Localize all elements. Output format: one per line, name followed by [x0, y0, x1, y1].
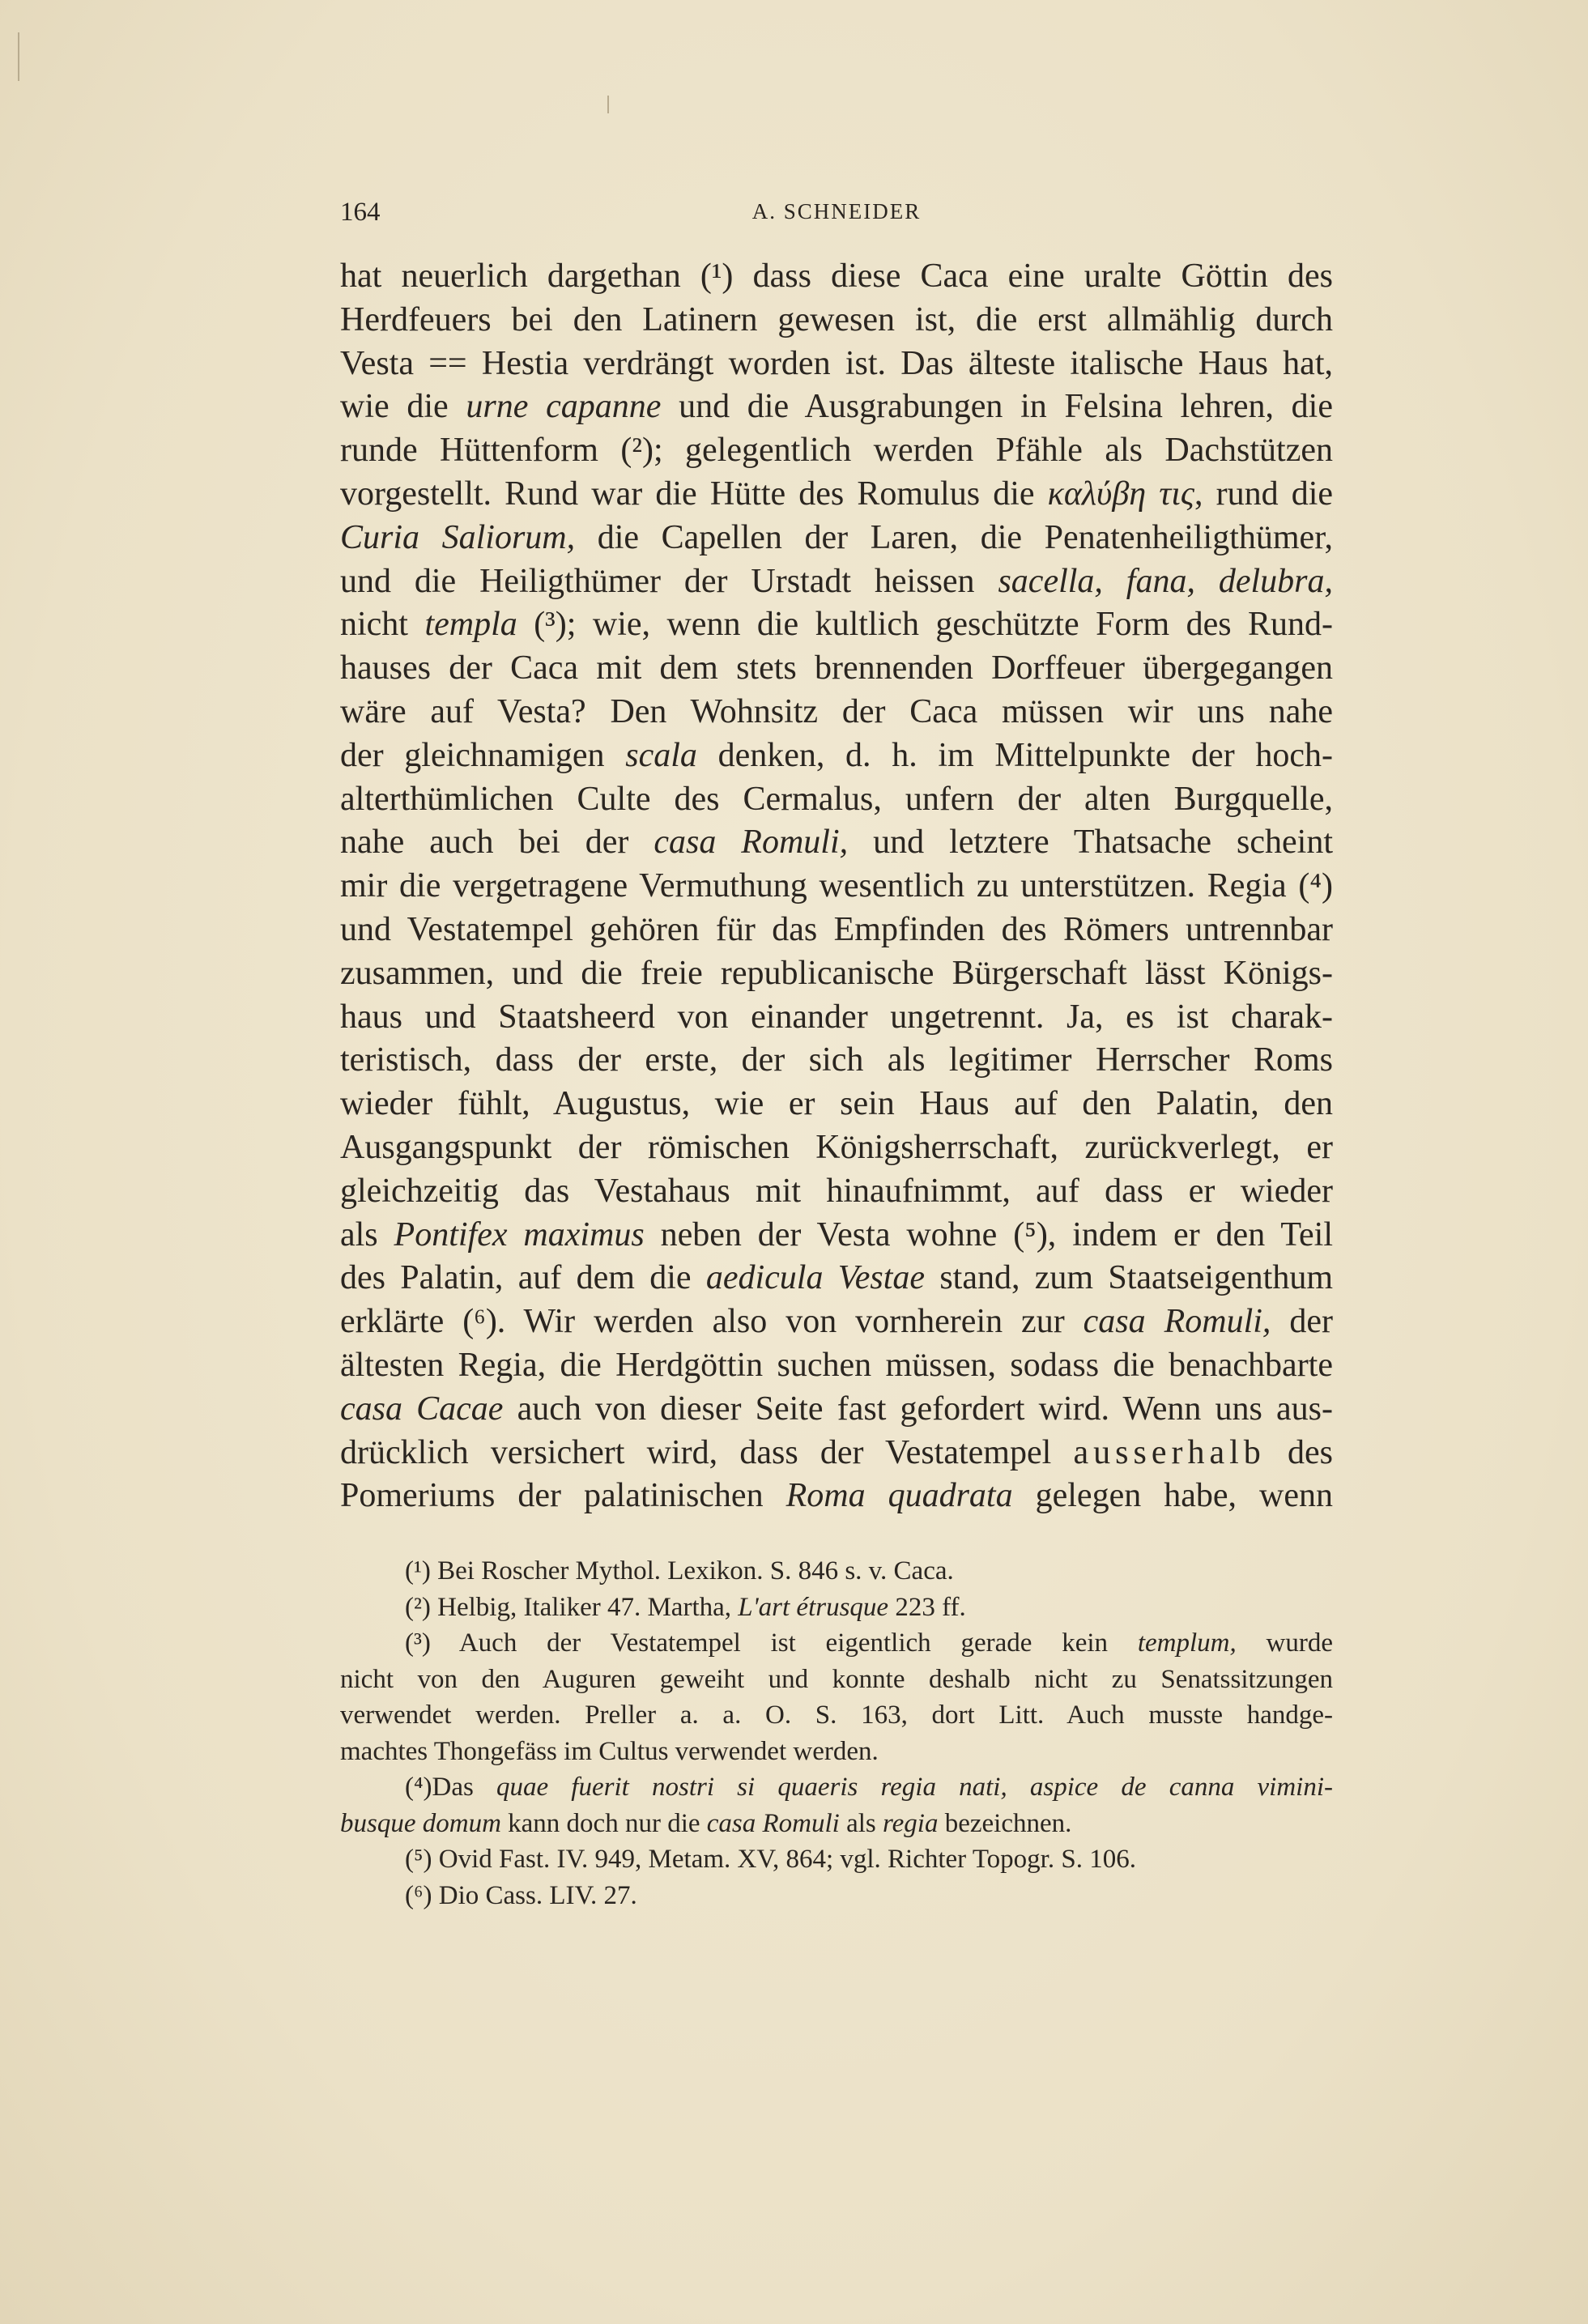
footnotes — [340, 1553, 1333, 1913]
text-line: nicht templa (³); wie, wenn die kultlich geschützte Form des Rund- — [340, 606, 1333, 644]
text-line: gleichzeitig das Vestahaus mit hinaufnimmt, auf dass er wieder — [340, 1172, 1333, 1210]
text-line: wäre auf Vesta? Den Wohnsitz der Caca müssen wir uns nahe — [340, 692, 1333, 730]
scan-edge-mark — [607, 96, 609, 113]
text-line: wieder fühlt, Augustus, wie er sein Haus auf den Palatin, den — [340, 1085, 1333, 1123]
text-line: mir die vergetragene Vermuthung wesentlich zu unterstützen. Regia (⁴) — [340, 867, 1333, 905]
text-line: vorgestellt. Rund war die Hütte des Romulus die καλύβη τις, rund die — [340, 475, 1334, 513]
running-head — [340, 198, 1333, 233]
text-line: haus und Staatsheerd von einander ungetrennt. Ja, es ist charak- — [340, 998, 1333, 1036]
footnote-4-line: busque domum kann doch nur die casa Romuli als regia bezeichnen. — [340, 1808, 1072, 1838]
text-line: Vesta == Hestia verdrängt worden ist. Das älteste italische Haus hat, — [340, 344, 1333, 382]
scan-edge-mark — [18, 32, 19, 81]
text-line: casa Cacae auch von dieser Seite fast gefordert wird. Wenn uns aus- — [340, 1390, 1333, 1428]
text-line: drücklich versichert wird, dass der Vestatempel ausserhalb des — [340, 1433, 1333, 1471]
text-line: und Vestatempel gehören für das Empfinden des Römers untrennbar — [340, 910, 1333, 948]
text-line: alterthümlichen Culte des Cermalus, unfern der alten Burgquelle, — [340, 780, 1333, 818]
text-line: des Palatin, auf dem die aedicula Vestae stand, zum Staatseigenthum — [340, 1259, 1333, 1297]
footnote-3-line: verwendet werden. Preller a. a. O. S. 163, dort Litt. Auch musste handge- — [340, 1700, 1333, 1730]
footnote-2: (²) Helbig, Italiker 47. Martha, L'art étrusque 223 ff. — [405, 1592, 966, 1622]
text-line: und die Heiligthümer der Urstadt heissen sacella, fana, delubra, — [340, 562, 1334, 600]
footnote-3-line: machtes Thongefäss im Cultus verwendet werden. — [340, 1736, 879, 1766]
footnote-5: (⁵) Ovid Fast. IV. 949, Metam. XV, 864; vgl. Richter Topogr. S. 106. — [405, 1845, 1136, 1874]
page-number: 164 — [340, 198, 381, 227]
text-line: teristisch, dass der erste, der sich als legitimer Herrscher Roms — [340, 1041, 1333, 1079]
text-line: nahe auch bei der casa Romuli, und letztere Thatsache scheint — [340, 824, 1333, 862]
footnote-6: (⁶) Dio Cass. LIV. 27. — [405, 1880, 637, 1910]
text-line: Curia Saliorum, die Capellen der Laren, die Penatenheiligthümer, — [340, 518, 1333, 556]
text-line: wie die urne capanne und die Ausgrabungen in Felsina lehren, die — [340, 388, 1333, 426]
text-line: erklärte (⁶). Wir werden also von vornherein zur casa Romuli, der — [340, 1303, 1333, 1341]
text-line: Herdfeuers bei den Latinern gewesen ist, die erst allmählig durch — [340, 300, 1333, 338]
text-line: als Pontifex maximus neben der Vesta wohne (⁵), indem er den Teil — [340, 1215, 1334, 1254]
text-line: Ausgangspunkt der römischen Königsherrschaft, zurückverlegt, er — [340, 1128, 1333, 1166]
footnote-4: (⁴)Das quae fuerit nostri si quaeris regia nati, aspice de canna vimini- — [405, 1773, 1333, 1802]
text-line: ältesten Regia, die Herdgöttin suchen müssen, sodass die benachbarte — [340, 1346, 1333, 1384]
footnote-3-line: nicht von den Auguren geweiht und konnte deshalb nicht zu Senatssitzungen — [340, 1664, 1333, 1694]
text-line: zusammen, und die freie republicanische Bürgerschaft lässt Königs- — [340, 954, 1333, 992]
text-line: hauses der Caca mit dem stets brennenden Dorffeuer übergegangen — [340, 649, 1333, 687]
text-line: runde Hüttenform (²); gelegentlich werden Pfähle als Dachstützen — [340, 432, 1333, 470]
main-text — [340, 255, 1333, 1518]
text-line: der gleichnamigen scala denken, d. h. im Mittelpunkte der hoch- — [340, 736, 1333, 774]
author-name: A. SCHNEIDER — [751, 199, 922, 223]
text-line: hat neuerlich dargethan (¹) dass diese Caca eine uralte Göttin des — [340, 258, 1333, 295]
footnote-3: (³) Auch der Vestatempel ist eigentlich gerade kein templum, wurde — [405, 1628, 1334, 1658]
text-line: Pomeriums der palatinischen Roma quadrata gelegen habe, wenn — [340, 1477, 1333, 1515]
footnote-1: (¹) Bei Roscher Mythol. Lexikon. S. 846 s. v. Caca. — [405, 1556, 954, 1586]
